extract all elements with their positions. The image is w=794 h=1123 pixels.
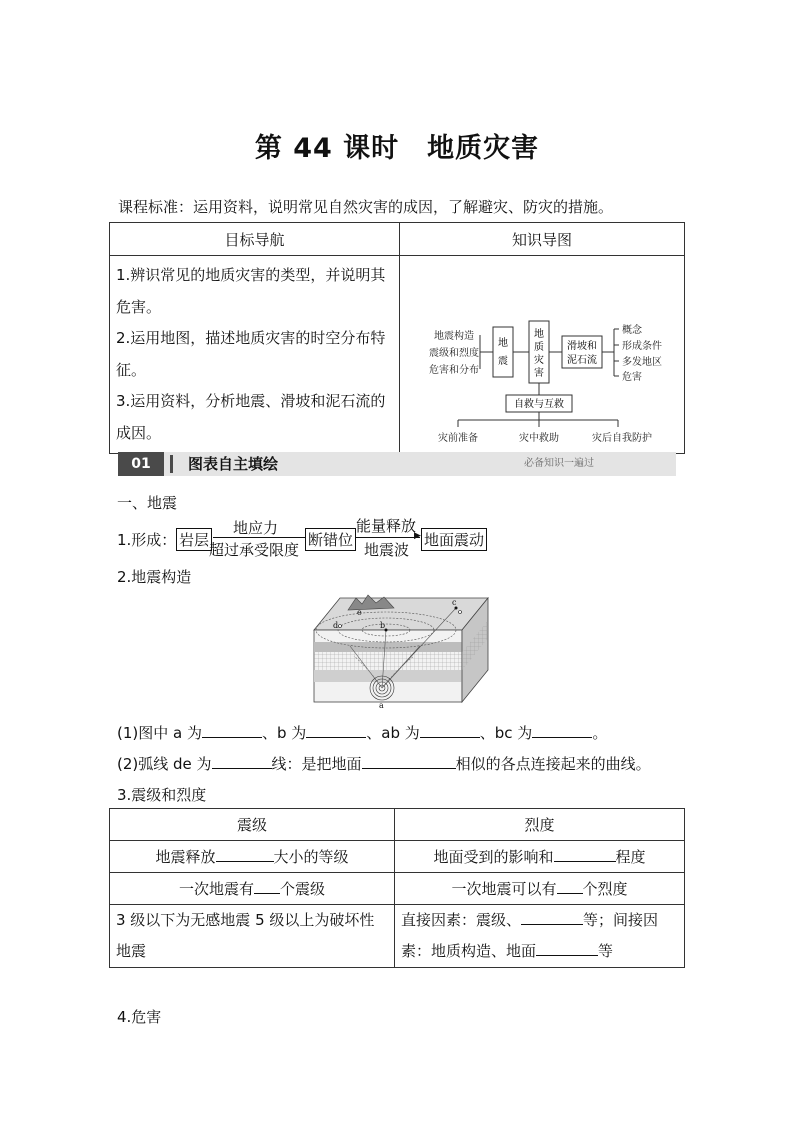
formation-stress-top: 地应力 (233, 519, 279, 537)
course-standard: 课程标准：运用资料，说明常见自然灾害的成因，了解避灾、防灾的措施。 (118, 198, 614, 216)
mindmap-diagram (400, 264, 684, 446)
formation-stress-bottom: 超过承受限度 (209, 541, 300, 559)
section-band (118, 452, 676, 476)
q1-blank-bc[interactable] (532, 736, 592, 738)
mm-right-2: 形成条件 (622, 340, 662, 352)
q2-blank-de[interactable] (212, 767, 272, 769)
formation-label: 1.形成： (117, 531, 177, 549)
section-divider (170, 455, 173, 473)
formation-fault: 断错位 (305, 528, 356, 551)
goals-cell (110, 256, 400, 454)
mm-quake-char1: 地 (498, 337, 508, 349)
diagram-label-b: b (380, 621, 386, 630)
formation-arrow-2 (356, 537, 420, 538)
mag-header-left: 震级 (110, 809, 395, 841)
mm-quake-char2: 震 (498, 355, 508, 367)
question-1 (117, 722, 607, 743)
mm-right-1: 概念 (622, 324, 642, 336)
svg-text:滑坡和: 滑坡和 (567, 340, 597, 352)
mag-blank-count-int[interactable] (557, 892, 583, 894)
earthquake-structure-diagram (310, 590, 490, 710)
q1-text-4: 、bc 为 (479, 724, 533, 742)
mm-left-1: 地震构造 (434, 330, 474, 342)
svg-text:质: 质 (534, 341, 544, 353)
mm-bottom-2: 灾中救助 (519, 432, 559, 444)
mag-blank-count-mag[interactable] (254, 892, 280, 894)
header-mindmap: 知识导图 (400, 223, 685, 256)
question-2 (117, 753, 651, 774)
mag-blank-damage[interactable] (554, 860, 616, 862)
mm-left-3: 危害和分布 (429, 364, 479, 376)
mag-blank-indirect[interactable] (536, 954, 598, 956)
page-title: 第 44 课时 地质灾害 (254, 133, 540, 164)
mm-right-4: 危害 (622, 371, 642, 383)
formation-arrowhead: ▶ (414, 531, 421, 541)
q1-blank-a[interactable] (202, 736, 262, 738)
diagram-label-c: c (452, 598, 457, 607)
q2-blank-ground[interactable] (362, 767, 456, 769)
mag-row2-right: 一次地震可以有 个烈度 (395, 873, 685, 905)
q1-text-5: 。 (592, 724, 608, 742)
diagram-label-a: a (379, 701, 384, 710)
svg-text:地: 地 (534, 328, 544, 340)
heading-hazard: 4.危害 (117, 1008, 162, 1026)
formation-energy-top: 能量释放 (356, 517, 417, 535)
mm-left-2: 震级和烈度 (429, 347, 479, 359)
q1-text-2: 、b 为 (261, 724, 307, 742)
mm-bottom-3: 灾后自我防护 (592, 432, 652, 444)
mag-row3-right: 直接因素：震级、 等；间接因素：地质构造、地面 等 (395, 905, 685, 968)
goal-map-table (109, 222, 685, 454)
mag-row3-left: 3 级以下为无感地震 5 级以上为破坏性地震 (110, 905, 395, 968)
svg-text:泥石流: 泥石流 (567, 354, 597, 366)
mag-row2-left: 一次地震有 个震级 (110, 873, 395, 905)
q2-text-1: (2)弧线 de 为 (117, 755, 212, 773)
goal-1: 1.辨识常见的地质灾害的类型，并说明其危害。 (116, 266, 386, 316)
mag-blank-energy[interactable] (216, 860, 274, 862)
diagram-label-e: e (357, 608, 362, 617)
formation-result: 地面震动 (421, 528, 487, 551)
q1-blank-ab[interactable] (420, 736, 480, 738)
q2-text-3: 相似的各点连接起来的曲线。 (455, 755, 651, 773)
mm-right-3: 多发地区 (622, 356, 662, 368)
section-label: 图表自主填绘 (188, 455, 279, 473)
heading-earthquake: 一、地震 (117, 494, 178, 512)
goal-2: 2.运用地图，描述地质灾害的时空分布特征。 (116, 329, 386, 379)
formation-arrow-1 (213, 537, 305, 538)
mag-header-right: 烈度 (395, 809, 685, 841)
q2-text-2: 线：是把地面 (271, 755, 362, 773)
formation-energy-bottom: 地震波 (364, 541, 410, 559)
mm-bottom-1: 灾前准备 (438, 432, 478, 444)
heading-magnitude: 3.震级和烈度 (117, 786, 207, 804)
mag-row1-left: 地震释放 大小的等级 (110, 841, 395, 873)
mm-rescue: 自救与互救 (514, 398, 564, 410)
mm-quake-box (493, 327, 513, 377)
heading-structure: 2.地震构造 (117, 568, 192, 586)
mag-blank-direct[interactable] (521, 923, 583, 925)
svg-text:灾: 灾 (534, 354, 544, 366)
mag-row1-right: 地面受到的影响和 程度 (395, 841, 685, 873)
diagram-label-d: d (333, 621, 339, 630)
q1-blank-b[interactable] (306, 736, 366, 738)
goal-3: 3.运用资料，分析地震、滑坡和泥石流的成因。 (116, 392, 386, 442)
svg-text:害: 害 (534, 367, 544, 379)
header-goals: 目标导航 (110, 223, 400, 256)
section-subtitle: 必备知识一遍过 (524, 458, 594, 469)
q1-text-1: (1)图中 a 为 (117, 724, 202, 742)
q1-text-3: 、ab 为 (366, 724, 420, 742)
magnitude-intensity-table (109, 808, 685, 968)
section-number: 01 (118, 452, 164, 476)
mindmap-cell (400, 256, 685, 454)
formation-rock: 岩层 (176, 528, 212, 551)
